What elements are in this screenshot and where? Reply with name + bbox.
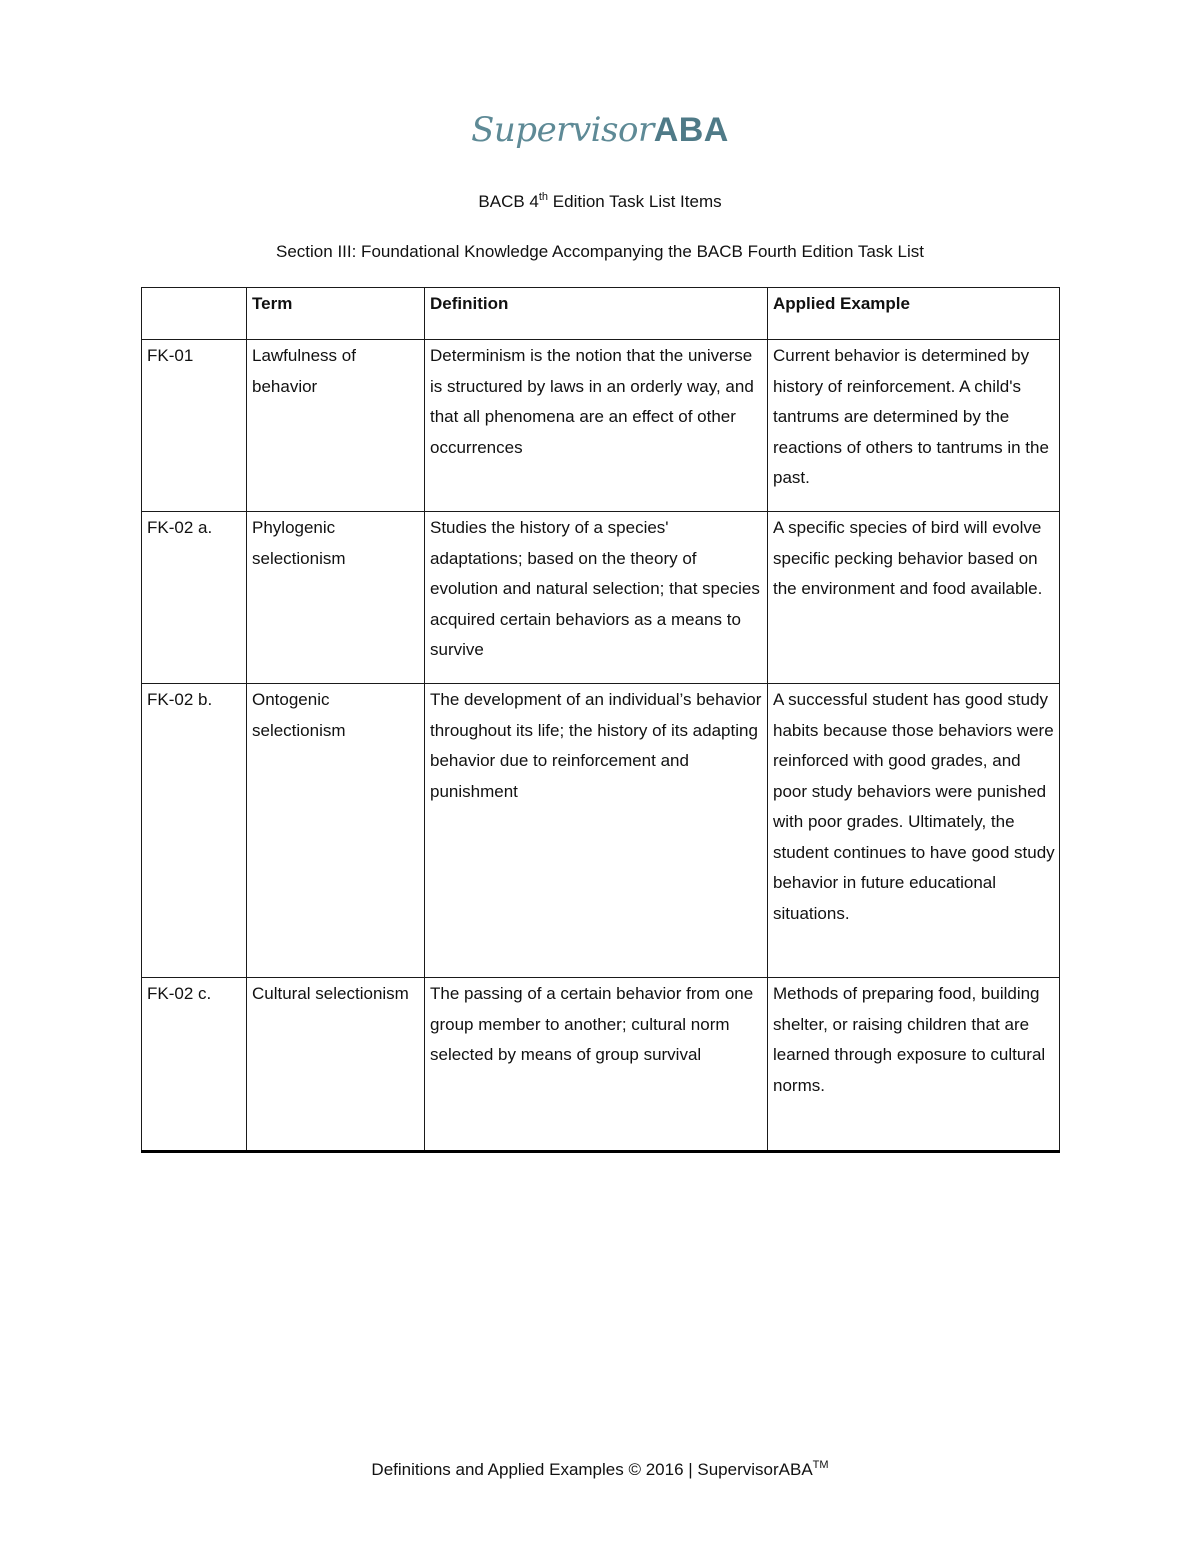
row-definition: The passing of a certain behavior from one group member to another; cultural norm selected by means of group survival (425, 978, 768, 1152)
document-title (0, 188, 1200, 216)
header-applied-example: Applied Example (768, 288, 1060, 340)
footer-trademark: TM (812, 1459, 829, 1471)
page-footer (0, 1456, 1200, 1484)
row-id: FK-02 a. (142, 512, 247, 684)
row-definition: Determinism is the notion that the universe is structured by laws in an orderly way, and that all phenomena are an effect of other occurrences (425, 340, 768, 512)
row-id: FK-01 (142, 340, 247, 512)
row-term: Phylogenic selectionism (247, 512, 425, 684)
table-row (142, 978, 1060, 1152)
row-example: Current behavior is determined by history of reinforcement. A child's tantrums are determined by the reactions of others to tantrums in the past. (768, 340, 1060, 512)
table-row (142, 512, 1060, 684)
task-list-table (141, 287, 1060, 1153)
table-header-row (142, 288, 1060, 340)
row-id: FK-02 c. (142, 978, 247, 1152)
document-title-superscript: th (538, 191, 549, 203)
document-title-prefix: BACB 4 (478, 192, 539, 211)
footer-text: Definitions and Applied Examples © 2016 | SupervisorABA (371, 1460, 813, 1479)
row-id: FK-02 b. (142, 684, 247, 978)
header-term: Term (247, 288, 425, 340)
document-title-suffix: Edition Task List Items (548, 192, 722, 211)
header-definition: Definition (425, 288, 768, 340)
row-term: Ontogenic selectionism (247, 684, 425, 978)
row-definition: The development of an individual’s behavior throughout its life; the history of its adapting behavior due to reinforcement and punishment (425, 684, 768, 978)
table-row (142, 684, 1060, 978)
supervisoraba-logo (0, 108, 1200, 152)
section-title: Section III: Foundational Knowledge Accompanying the BACB Fourth Edition Task List (276, 242, 924, 261)
row-example: Methods of preparing food, building shelter, or raising children that are learned through exposure to cultural norms. (768, 978, 1060, 1152)
logo-bold-text: ABA (653, 111, 729, 149)
row-example: A successful student has good study habits because those behaviors were reinforced with good grades, and poor study behaviors were punished with poor grades. Ultimately, the student continues to have good study behavior in future educational situations. (768, 684, 1060, 978)
header-id (142, 288, 247, 340)
row-example: A specific species of bird will evolve specific pecking behavior based on the environment and food available. (768, 512, 1060, 684)
row-term: Lawfulness of behavior (247, 340, 425, 512)
logo-script-text: Supervisor (471, 110, 654, 150)
row-term: Cultural selectionism (247, 978, 425, 1152)
table-row (142, 340, 1060, 512)
row-definition: Studies the history of a species' adaptations; based on the theory of evolution and natural selection; that species acquired certain behaviors as a means to survive (425, 512, 768, 684)
